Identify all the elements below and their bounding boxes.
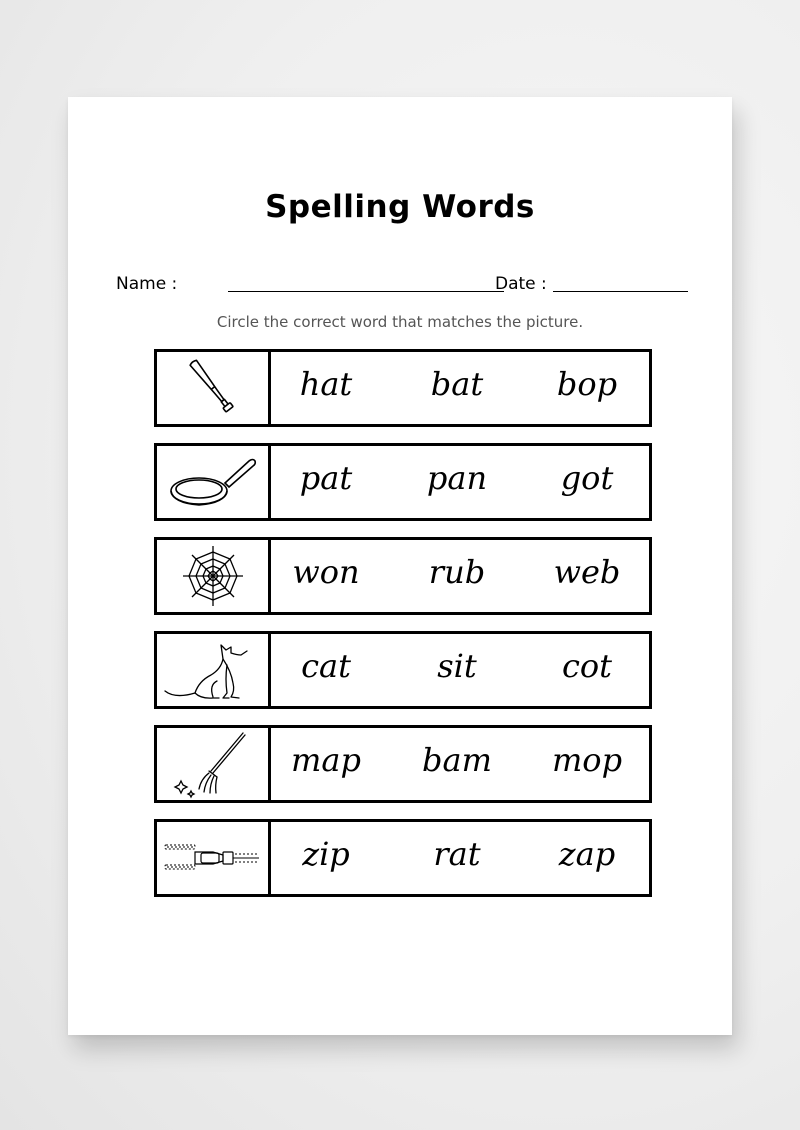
picture-cell bbox=[157, 822, 271, 894]
picture-cell bbox=[157, 540, 271, 612]
worksheet-page bbox=[68, 97, 732, 1035]
frying-pan-icon bbox=[165, 449, 261, 515]
date-label: Date : bbox=[495, 274, 547, 294]
worksheet-title: Spelling Words bbox=[265, 189, 535, 225]
word-option[interactable]: web bbox=[553, 553, 621, 591]
word-option[interactable]: rat bbox=[433, 835, 481, 873]
word-option[interactable]: sit bbox=[437, 647, 477, 685]
word-option[interactable]: zap bbox=[558, 835, 616, 873]
word-option[interactable]: pan bbox=[426, 459, 488, 497]
word-option[interactable]: bop bbox=[556, 365, 618, 403]
word-row-5 bbox=[154, 725, 652, 803]
date-field-line[interactable] bbox=[553, 291, 688, 292]
word-option[interactable]: cat bbox=[301, 647, 351, 685]
name-date-row bbox=[116, 274, 688, 300]
cat-icon bbox=[161, 635, 265, 705]
word-option[interactable]: won bbox=[292, 553, 360, 591]
word-option[interactable]: bam bbox=[422, 741, 492, 779]
word-option[interactable]: hat bbox=[299, 365, 353, 403]
name-field-line[interactable] bbox=[228, 291, 504, 292]
word-option[interactable]: zip bbox=[302, 835, 350, 873]
word-option[interactable]: cot bbox=[561, 647, 613, 685]
word-option[interactable]: pat bbox=[299, 459, 353, 497]
word-option[interactable]: got bbox=[560, 459, 614, 497]
word-row-4 bbox=[154, 631, 652, 709]
word-row-3 bbox=[154, 537, 652, 615]
mop-icon bbox=[173, 729, 253, 799]
picture-cell bbox=[157, 634, 271, 706]
picture-cell bbox=[157, 352, 271, 424]
zipper-icon bbox=[161, 838, 265, 878]
word-option[interactable]: mop bbox=[551, 741, 623, 779]
name-label: Name : bbox=[116, 274, 178, 294]
word-row-6 bbox=[154, 819, 652, 897]
word-row-2 bbox=[154, 443, 652, 521]
word-row-1 bbox=[154, 349, 652, 427]
spider-web-icon bbox=[178, 543, 248, 609]
picture-cell bbox=[157, 446, 271, 518]
instruction-text: Circle the correct word that matches the picture. bbox=[216, 313, 584, 331]
word-option[interactable]: rub bbox=[428, 553, 486, 591]
word-option[interactable]: bat bbox=[430, 365, 484, 403]
picture-cell bbox=[157, 728, 271, 800]
word-option[interactable]: map bbox=[291, 741, 361, 779]
baseball-bat-icon bbox=[173, 355, 253, 421]
